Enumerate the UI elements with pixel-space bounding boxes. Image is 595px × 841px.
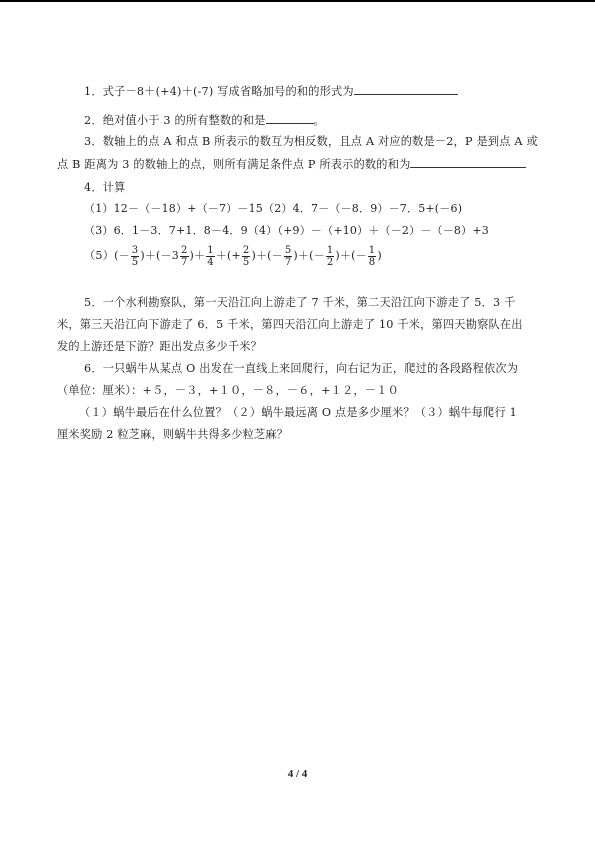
question-1-text: 1．式子－8＋(+4)＋(-7) 写成省略加号的和的形式为 — [84, 85, 354, 98]
answer-blank-1 — [354, 84, 458, 95]
question-3-line-2 — [57, 157, 526, 172]
question-4-part-5 — [84, 244, 382, 268]
term-4-suffix: ) — [251, 249, 256, 262]
question-2-text: 2．绝对值小于 3 的所有整数的和是 — [84, 114, 266, 127]
page-top-border — [0, 0, 595, 2]
term-6-suffix: ) — [335, 249, 340, 262]
question-3-line-1: 3．数轴上的点 A 和点 B 所表示的数互为相反数，且点 A 对应的数是－2，P 是到点 A 或 — [84, 135, 538, 148]
fraction-6-denominator: 2 — [326, 256, 334, 268]
fraction-2-denominator: 7 — [180, 256, 188, 268]
fraction-6-numerator: 1 — [326, 244, 334, 256]
term-3-prefix: ＋ — [194, 249, 206, 262]
question-6-line-3: （１）蜗牛最后在什么位置？（２）蜗牛最远离 O 点是多少厘米？（３）蜗牛每爬行 1 — [79, 406, 517, 419]
term-5-suffix: ) — [293, 249, 298, 262]
question-1 — [84, 84, 458, 99]
fraction-7 — [368, 245, 377, 268]
page-number: 4 / 4 — [287, 768, 308, 780]
question-4-line-1: （1）12－（－18）+（－7）－15（2）4．7－（－8．9）－7．5+(－6) — [84, 202, 463, 215]
fraction-4-numerator: 2 — [242, 244, 250, 256]
term-1-suffix: ) — [140, 249, 145, 262]
fraction-3 — [206, 245, 215, 268]
fraction-5-numerator: 5 — [284, 244, 292, 256]
question-3-text: 点 B 距离为 3 的数轴上的点，则所有满足条件点 P 所表示的数的和为 — [57, 158, 411, 171]
fraction-7-numerator: 1 — [368, 244, 376, 256]
fraction-5-denominator: 7 — [284, 256, 292, 268]
answer-blank-3 — [410, 157, 526, 168]
term-4-prefix: ＋(+ — [215, 249, 241, 262]
fraction-4-denominator: 5 — [242, 256, 250, 268]
term-1-prefix: (－ — [114, 249, 130, 262]
question-2 — [84, 113, 325, 128]
question-4-line-2: （3）6．1－3．7+1．8－4．9（4）（+9）－（+10）＋（－2）－（－8）+3 — [84, 224, 489, 237]
term-7-prefix: ＋(－ — [339, 249, 367, 262]
fraction-4 — [242, 245, 251, 268]
question-2-tail: 。 — [313, 114, 325, 127]
term-5-prefix: ＋(－ — [255, 249, 283, 262]
question-4-title: 4．计算 — [84, 181, 126, 194]
question-5-line-3: 发的上游还是下游？距出发点多少千米？ — [57, 340, 262, 353]
term-2-suffix: ) — [189, 249, 195, 262]
fraction-1-numerator: 3 — [131, 244, 139, 256]
question-6-line-1: 6．一只蜗牛从某点 O 出发在一直线上来回爬行，向右记为正，爬过的各段路程依次为 — [84, 362, 519, 375]
fraction-1 — [131, 245, 140, 268]
term-2-prefix: ＋(－3 — [144, 249, 179, 262]
fraction-3-denominator: 4 — [207, 256, 214, 268]
fraction-5 — [284, 245, 293, 268]
fraction-2 — [180, 245, 189, 268]
part-5-label: （5） — [84, 249, 115, 262]
term-7-suffix: ) — [377, 249, 382, 262]
question-5-line-1: 5．一个水利勘察队，第一天沿江向上游走了 7 千米，第二天沿江向下游走了 5．3 千 — [84, 296, 516, 309]
fraction-3-numerator: 1 — [207, 244, 214, 256]
fraction-6 — [326, 245, 335, 268]
term-6-prefix: ＋(－ — [297, 249, 325, 262]
fraction-7-denominator: 8 — [368, 256, 376, 268]
fraction-2-numerator: 2 — [180, 244, 188, 256]
question-5-line-2: 米，第三天沿江向下游走了 6．5 千米，第四天沿江向上游走了 10 千米，第四天勘察队在出 — [57, 318, 523, 331]
fraction-1-denominator: 5 — [131, 256, 139, 268]
question-6-line-4: 厘米奖励 2 粒芝麻，则蜗牛共得多少粒芝麻？ — [57, 428, 289, 441]
answer-blank-2 — [266, 113, 314, 124]
question-6-line-2: （单位：厘米）：+５，－３，+１０，－８，－６，+１２，－１０ — [57, 384, 399, 397]
